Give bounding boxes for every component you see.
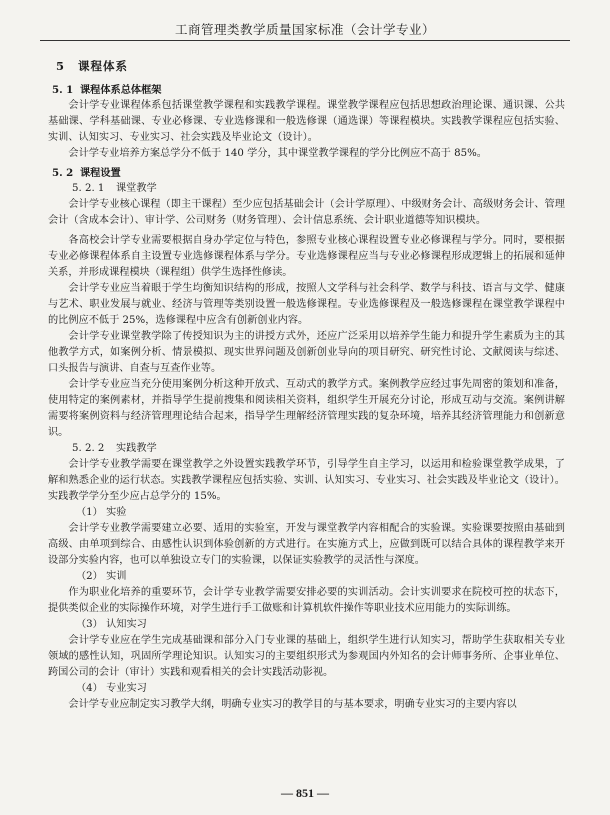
- paragraph: 会计学专业应当着眼于学生均衡知识结构的形成，按照人文学科与社会科学、数学与科技、语言与文学、健康与艺术、职业发展与就业、经济与管理等类别设置一般选修课程。专业选修课程及一般选修课程在课堂教学课程中的比例应不低于 25%，选修课程中应含有创新创业内容。: [48, 283, 565, 326]
- list-item-text: 会计学专业应在学生完成基础课和部分入门专业课的基础上，组织学生进行认知实习，帮助学生获取相关专业领域的感性认知，巩固所学理论知识。认知实习的主要组织形式为参观国内外知名的会计师事务所、企事业单位、跨国公司的会计（审计）实践和观看相关的会计实践活动影视。: [48, 635, 565, 678]
- list-item-text: 会计学专业教学需要建立必要、适用的实验室，开发与课堂教学内容相配合的实验课。实验课要按照由基础到高级、由单项到综合、由感性认识到体验创新的方式进行。在实施方式上，应做到既可以结合具体的课程教学来开设部分实验内容，也可以单独设立专门的实验课，以保证实验教学的灵活性与深度。: [48, 523, 565, 566]
- header-rule: [40, 40, 570, 41]
- list-item-text: 作为职业化培养的重要环节，会计学专业教学需要安排必要的实训活动。会计实训要求在院校可控的状态下，提供类似企业的实际操作环境，对学生进行手工做账和计算机软件操作等职业技术应用能力的实际训练。: [48, 587, 565, 614]
- subsection-title: 课程体系总体框架: [80, 84, 162, 96]
- list-item-label: （3） 认知实习: [76, 619, 147, 630]
- subsubsection-title: 课堂教学: [116, 183, 157, 194]
- subsection-heading-5-1: [52, 82, 565, 98]
- subsubsection-title: 实践教学: [116, 443, 157, 454]
- section-title: 课程体系: [78, 59, 128, 73]
- paragraph: 会计学专业课程体系包括课堂教学课程和实践教学课程。课堂教学课程应包括思想政治理论课、通识课、公共基础课、学科基础课、专业必修课、专业选修课和一般选修课（通选课）等课程模块。实践教学课程应包括实验、实训、认知实习、专业实习、社会实践及毕业论文（设计）。: [48, 100, 565, 143]
- subsection-heading-5-2: [52, 165, 565, 181]
- paragraph: 各高校会计学专业需要根据自身办学定位与特色，参照专业核心课程设置专业必修课程与学分。同时，要根据专业必修课程体系自主设置专业选修课程体系与学分。专业选修课程应当与专业必修课程形成逻辑上的拓展和延伸关系，并形成课程模块（课程组）供学生选择性修读。: [48, 235, 565, 278]
- subsection-title: 课程设置: [80, 167, 121, 179]
- page-number: — 851 —: [281, 786, 329, 800]
- subsection-number: 5. 2: [52, 167, 74, 179]
- subsubsection-number: 5. 2. 1: [72, 183, 105, 194]
- list-item-label: （1） 实验: [76, 507, 127, 518]
- section-number: 5: [56, 59, 66, 73]
- page-content: [48, 52, 565, 713]
- list-item-text: 会计学专业应制定实习教学大纲，明确专业实习的教学目的与基本要求，明确专业实习的主要内容以: [68, 699, 517, 710]
- subsubsection-heading-5-2-2: [72, 441, 565, 457]
- paragraph: 会计学专业教学需要在课堂教学之外设置实践教学环节，引导学生自主学习，以运用和检验课堂教学成果，了解和熟悉企业的运行状态。实践教学课程应包括实验、实训、认知实习、专业实习、社会实践及毕业论文（设计）。实践教学学分至少应占总学分的 15%。: [48, 459, 565, 502]
- list-item-label: （2） 实训: [76, 571, 127, 582]
- list-item-label: （4） 专业实习: [76, 683, 147, 694]
- subsubsection-number: 5. 2. 2: [72, 443, 105, 454]
- section-heading: [56, 58, 565, 74]
- paragraph: 会计学专业培养方案总学分不低于 140 学分，其中课堂教学课程的学分比例应不高于 85%。: [68, 148, 487, 159]
- subsubsection-heading-5-2-1: [72, 181, 565, 197]
- subsection-number: 5. 1: [52, 84, 74, 96]
- paragraph: 会计学专业课堂教学除了传授知识为主的讲授方式外，还应广泛采用以培养学生能力和提升学生素质为主的其他教学方式，如案例分析、情景模拟、现实世界问题及创新创业导向的项目研究、研究性讨论、文献阅读与综述、口头报告与演讲、自查与互查作业等。: [48, 331, 565, 374]
- paragraph: 会计学专业核心课程（即主干课程）至少应包括基础会计（会计学原理）、中级财务会计、高级财务会计、管理会计（含成本会计）、审计学、公司财务（财务管理）、会计信息系统、会计职业道德等知识模块。: [48, 199, 565, 226]
- running-header: 工商管理类教学质量国家标准（会计学专业）: [174, 22, 435, 37]
- paragraph: 会计学专业应当充分使用案例分析这种开放式、互动式的教学方式。案例教学应经过事先周密的策划和准备，使用特定的案例素材，并指导学生提前搜集和阅读相关资料，组织学生开展充分讨论，形成互动与交流。案例讲解需要将案例资料与经济管理理论结合起来，指导学生理解经济管理实践的复杂环境，培养其经济管理能力和创新意识。: [48, 379, 565, 438]
